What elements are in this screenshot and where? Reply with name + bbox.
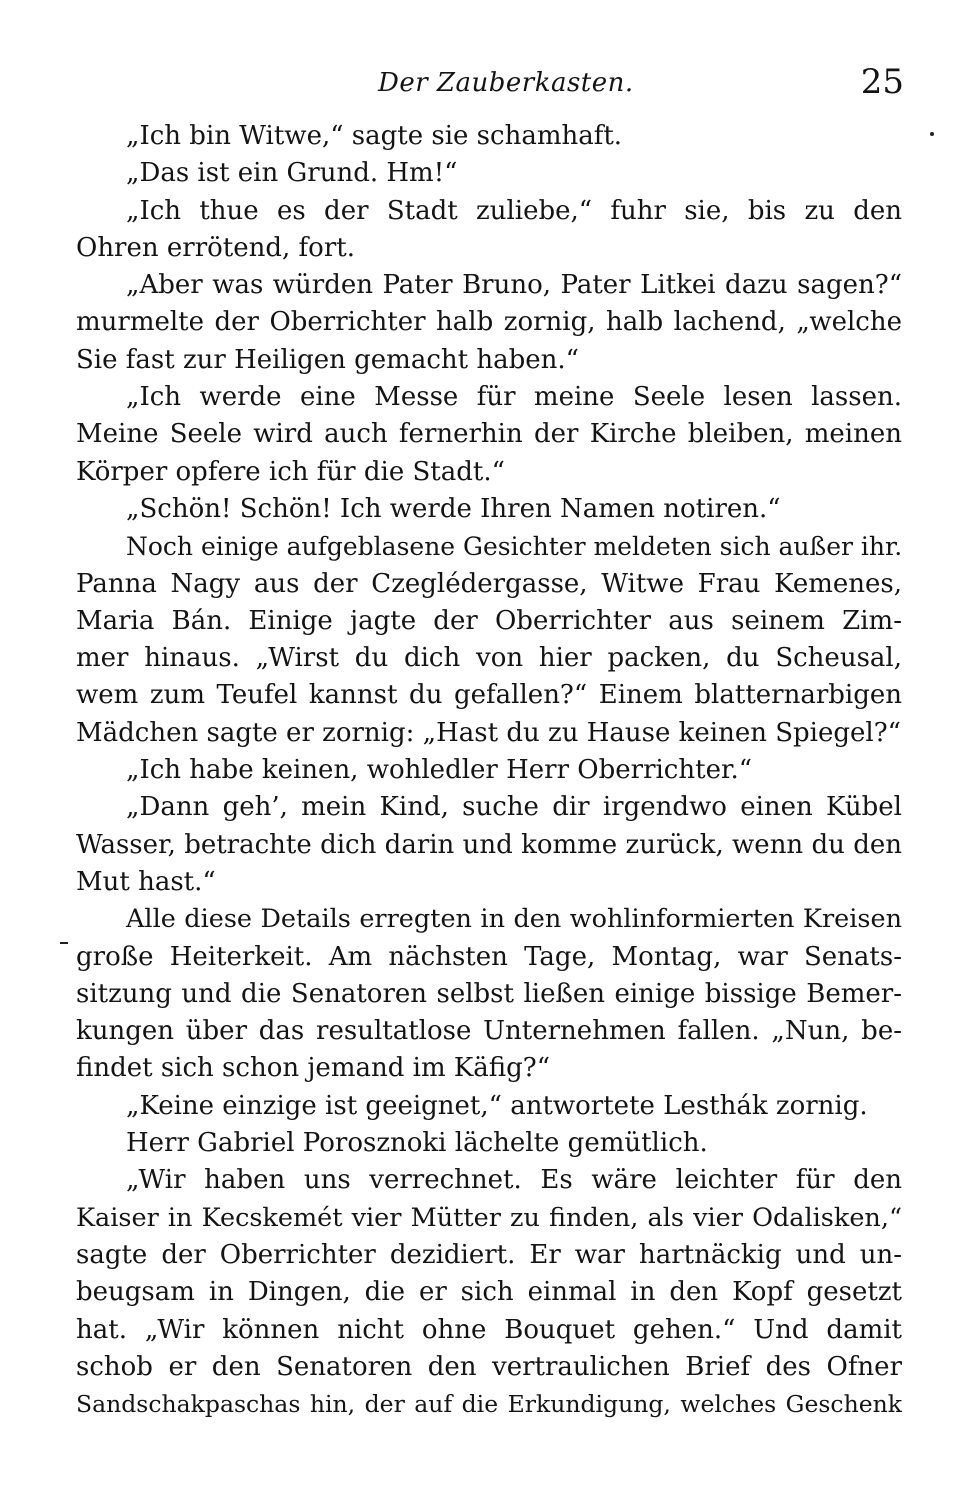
text-line: Körper opfere ich für die Stadt.“ [76,456,505,487]
text-line: Herr Gabriel Porosznoki lächelte gemütlich. [126,1128,708,1159]
text-line: „Ich bin Witwe,“ sagte sie schamhaft. [126,121,623,151]
text-line: Meine Seele wird auch fernerhin der Kirche bleiben, meinen [76,419,902,450]
text-line: Sie fast zur Heiligen gemacht haben.“ [76,344,579,375]
text-line: Alle diese Details erregten in den wohlinformierten Kreisen [126,904,902,935]
text-line: Kaiser in Kecskemét vier Mütter zu finden, als vier Odalisken,“ [76,1202,902,1233]
text-line: kungen über das resultatlose Unternehmen fallen. „Nun, be- [76,1016,902,1047]
text-line: „Ich werde eine Messe für meine Seele lesen lassen. [126,382,902,413]
text-line: Mädchen sagte er zornig: „Hast du zu Hause keinen Spiegel?“ [76,717,901,748]
margin-dash-mark [60,942,68,944]
text-line: schob er den Senatoren den vertraulichen Brief des Ofner [76,1351,902,1382]
text-line: murmelte der Oberrichter halb zornig, halb lachend, „welche [76,307,902,338]
text-line: Wasser, betrachte dich darin und komme zurück, wenn du den [76,829,902,860]
running-head [0,62,978,102]
text-line: wem zum Teufel kannst du gefallen?“ Einem blatternarbigen [76,680,902,711]
text-line: findet sich schon jemand im Käfig?“ [76,1053,551,1084]
text-line: Ohren errötend, fort. [76,232,355,263]
text-line: sitzung und die Senatoren selbst ließen einige bissige Bemer- [76,978,902,1009]
text-line: „Schön! Schön! Ich werde Ihren Namen notiren.“ [126,493,781,524]
running-head-title: Der Zauberkasten. [378,68,634,98]
text-line: Panna Nagy aus der Czeglédergasse, Witwe Frau Kemenes, [76,568,902,599]
text-line: „Ich habe keinen, wohledler Herr Oberrichter.“ [126,755,753,786]
text-line: große Heiterkeit. Am nächsten Tage, Montag, war Senats- [76,941,902,972]
text-line: „Keine einzige ist geeignet,“ antwortete Lesthák zornig. [126,1090,868,1121]
page-number: 25 [860,62,904,102]
text-line: „Aber was würden Pater Bruno, Pater Litkei dazu sagen?“ [126,270,902,301]
text-line: Sandschakpaschas hin, der auf die Erkundigung, welches Geschenk [76,1390,902,1419]
text-line: „Das ist ein Grund. Hm!“ [126,158,458,189]
text-line: Maria Bán. Einige jagte der Oberrichter aus seinem Zim- [76,605,902,636]
print-speck-mark [930,132,934,136]
text-line: Noch einige aufgeblasene Gesichter meldeten sich außer ihr. [126,532,902,562]
text-line: beugsam in Dingen, die er sich einmal in den Kopf gesetzt [76,1277,902,1308]
body-text [76,118,902,1423]
text-line: „Ich thue es der Stadt zuliebe,“ fuhr sie, bis zu den [126,195,902,226]
text-line: „Dann geh’, mein Kind, suche dir irgendwo einen Kübel [126,792,902,823]
text-line: hat. „Wir können nicht ohne Bouquet gehen.“ Und damit [76,1314,902,1345]
text-line: mer hinaus. „Wirst du dich von hier packen, du Scheusal, [76,643,902,674]
text-line: „Wir haben uns verrechnet. Es wäre leichter für den [126,1165,902,1196]
text-line: sagte der Oberrichter dezidiert. Er war hartnäckig und un- [76,1239,902,1270]
text-line: Mut hast.“ [76,866,216,897]
